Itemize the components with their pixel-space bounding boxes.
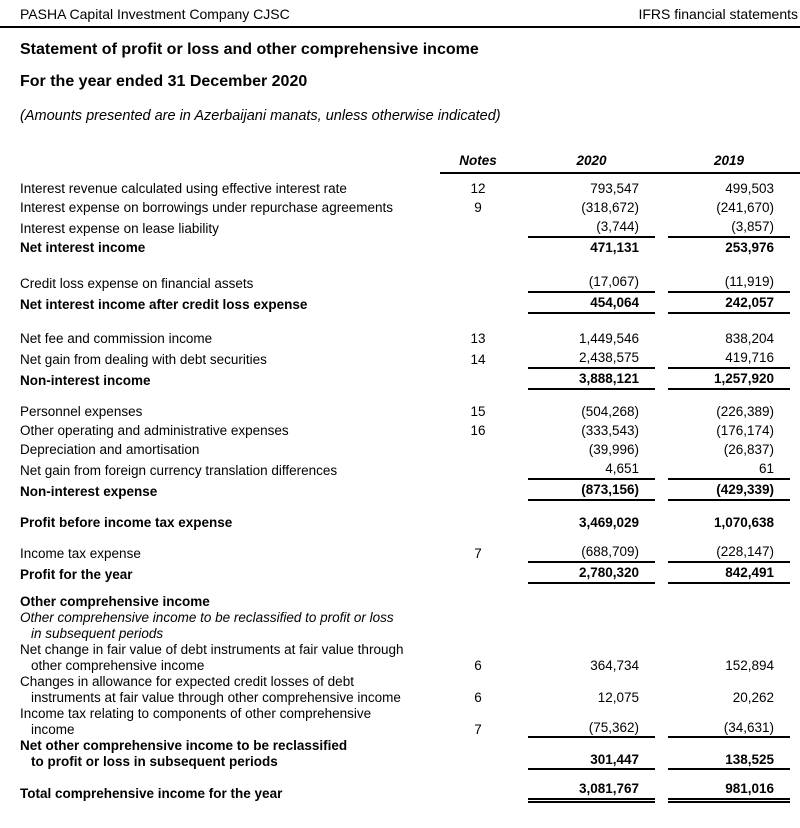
document-header — [0, 6, 800, 28]
row-note: 16 — [470, 423, 486, 438]
row-value-2020: (17,067) — [528, 272, 655, 293]
table-row-total — [0, 779, 800, 803]
row-value-2020: 3,888,121 — [528, 369, 655, 390]
row-value-2019: (429,339) — [668, 480, 790, 501]
row-value-2020: (75,362) — [528, 720, 655, 738]
row-label: Credit loss expense on financial assets — [20, 276, 254, 291]
table-row-subtotal — [0, 480, 800, 501]
row-value-2019: 981,016 — [668, 779, 790, 803]
row-label: Income tax relating to components of other comprehensive — [20, 706, 372, 721]
row-value-2020: 2,780,320 — [528, 563, 655, 584]
table-row — [0, 179, 800, 198]
row-label: Interest expense on borrowings under repurchase agreements — [20, 200, 393, 215]
row-value-2019: (3,857) — [668, 217, 790, 238]
row-label: Net gain from dealing with debt securities — [20, 352, 267, 367]
row-value-2019: (228,147) — [668, 542, 790, 563]
row-value-2019: 419,716 — [668, 348, 790, 369]
row-note: 6 — [474, 690, 482, 705]
table-row — [0, 542, 800, 563]
row-value-2020: 471,131 — [590, 240, 639, 255]
table-row — [0, 459, 800, 480]
column-header-notes: Notes — [459, 153, 497, 168]
table-row — [0, 674, 800, 706]
row-value-2019: 242,057 — [668, 293, 790, 314]
row-label: Changes in allowance for expected credit losses of debt — [20, 674, 354, 689]
row-label: Net gain from foreign currency translation differences — [20, 463, 338, 478]
table-row-subtotal — [0, 293, 800, 314]
statement-type-label: IFRS financial statements — [638, 6, 798, 22]
row-value-2020: 364,734 — [590, 658, 639, 673]
row-value-2020: 793,547 — [590, 181, 639, 196]
row-label: Non-interest income — [20, 373, 151, 388]
table-row-subtotal — [0, 369, 800, 390]
row-value-2019: (226,389) — [716, 404, 774, 419]
profit-loss-table — [0, 151, 800, 803]
row-value-2019: 61 — [668, 459, 790, 480]
row-value-2020: (39,996) — [588, 442, 639, 457]
table-row-subtotal — [0, 238, 800, 257]
row-label-continued: instruments at fair value through other comprehensive income — [31, 690, 401, 705]
row-label: Non-interest expense — [20, 484, 158, 499]
row-value-2020: 3,081,767 — [528, 779, 655, 803]
row-value-2020: 3,469,029 — [578, 515, 639, 530]
row-label-continued: income — [31, 722, 75, 737]
row-value-2019: 1,257,920 — [668, 369, 790, 390]
row-label: Personnel expenses — [20, 404, 143, 419]
row-value-2020: 1,449,546 — [578, 331, 639, 346]
row-value-2019: (176,174) — [716, 423, 774, 438]
section-heading: Other comprehensive income — [20, 594, 210, 609]
section-subheading-line2: in subsequent periods — [31, 626, 164, 641]
period-title: For the year ended 31 December 2020 — [20, 73, 308, 90]
row-value-2020: (688,709) — [528, 542, 655, 563]
row-value-2019: 138,525 — [668, 752, 790, 770]
table-row — [0, 402, 800, 421]
row-label: Profit before income tax expense — [20, 515, 233, 530]
table-row — [0, 642, 800, 674]
table-row — [0, 348, 800, 369]
row-note: 7 — [474, 546, 482, 561]
row-value-2020: (3,744) — [528, 217, 655, 238]
column-header-2020: 2020 — [576, 153, 607, 168]
row-value-2020: (873,156) — [528, 480, 655, 501]
row-value-2019: 1,070,638 — [713, 515, 774, 530]
row-value-2019: 20,262 — [732, 690, 774, 705]
table-row — [0, 440, 800, 459]
table-row-subtotal — [0, 513, 800, 532]
row-label: Net change in fair value of debt instruments at fair value through — [20, 642, 404, 657]
row-label: Profit for the year — [20, 567, 133, 582]
row-note: 6 — [474, 658, 482, 673]
column-header-2019: 2019 — [713, 153, 745, 168]
row-value-2020: (318,672) — [581, 200, 639, 215]
row-label: Other operating and administrative expenses — [20, 423, 289, 438]
row-value-2020: 454,064 — [528, 293, 655, 314]
row-value-2019: 152,894 — [725, 658, 774, 673]
row-label-continued: to profit or loss in subsequent periods — [31, 754, 278, 769]
row-value-2019: 253,976 — [725, 240, 774, 255]
table-header-columns — [440, 151, 800, 174]
row-label: Interest expense on lease liability — [20, 221, 219, 236]
row-label: Depreciation and amortisation — [20, 442, 200, 457]
row-value-2019: (11,919) — [668, 272, 790, 293]
row-value-2019: (26,837) — [723, 442, 774, 457]
table-row-subtotal — [0, 563, 800, 584]
row-value-2019: 838,204 — [725, 331, 774, 346]
row-label: Income tax expense — [20, 546, 141, 561]
table-row — [0, 421, 800, 440]
row-value-2020: 301,447 — [528, 752, 655, 770]
table-row — [0, 198, 800, 217]
row-note: 14 — [470, 352, 486, 367]
row-label: Net fee and commission income — [20, 331, 213, 346]
section-heading-row — [0, 594, 800, 610]
table-row — [0, 329, 800, 348]
row-value-2019: (241,670) — [716, 200, 774, 215]
row-value-2020: (333,543) — [581, 423, 639, 438]
row-note: 13 — [470, 331, 486, 346]
table-row — [0, 706, 800, 738]
row-value-2019: 842,491 — [668, 563, 790, 584]
company-name: PASHA Capital Investment Company CJSC — [20, 6, 290, 22]
currency-note: (Amounts presented are in Azerbaijani manats, unless otherwise indicated) — [20, 108, 501, 124]
row-value-2020: 12,075 — [597, 690, 639, 705]
row-value-2019: (34,631) — [668, 720, 790, 738]
table-row-subtotal — [0, 738, 800, 770]
row-label: Interest revenue calculated using effective interest rate — [20, 181, 347, 196]
row-label: Net interest income — [20, 240, 146, 255]
section-subheading-line1: Other comprehensive income to be reclassified to profit or loss — [20, 610, 394, 625]
row-note: 9 — [474, 200, 482, 215]
row-value-2019: 499,503 — [725, 181, 774, 196]
row-label: Net other comprehensive income to be reclassified — [20, 738, 348, 753]
row-label: Net interest income after credit loss expense — [20, 297, 308, 312]
statement-title: Statement of profit or loss and other comprehensive income — [20, 41, 479, 58]
row-note: 7 — [474, 722, 482, 737]
row-label-continued: other comprehensive income — [31, 658, 205, 673]
row-note: 15 — [470, 404, 486, 419]
row-value-2020: 4,651 — [528, 459, 655, 480]
row-value-2020: (504,268) — [581, 404, 639, 419]
table-header-row — [0, 151, 800, 174]
row-value-2020: 2,438,575 — [528, 348, 655, 369]
table-row — [0, 272, 800, 293]
row-note: 12 — [470, 181, 486, 196]
row-label: Total comprehensive income for the year — [20, 786, 283, 801]
table-row — [0, 217, 800, 238]
section-subheading-row — [0, 610, 800, 642]
